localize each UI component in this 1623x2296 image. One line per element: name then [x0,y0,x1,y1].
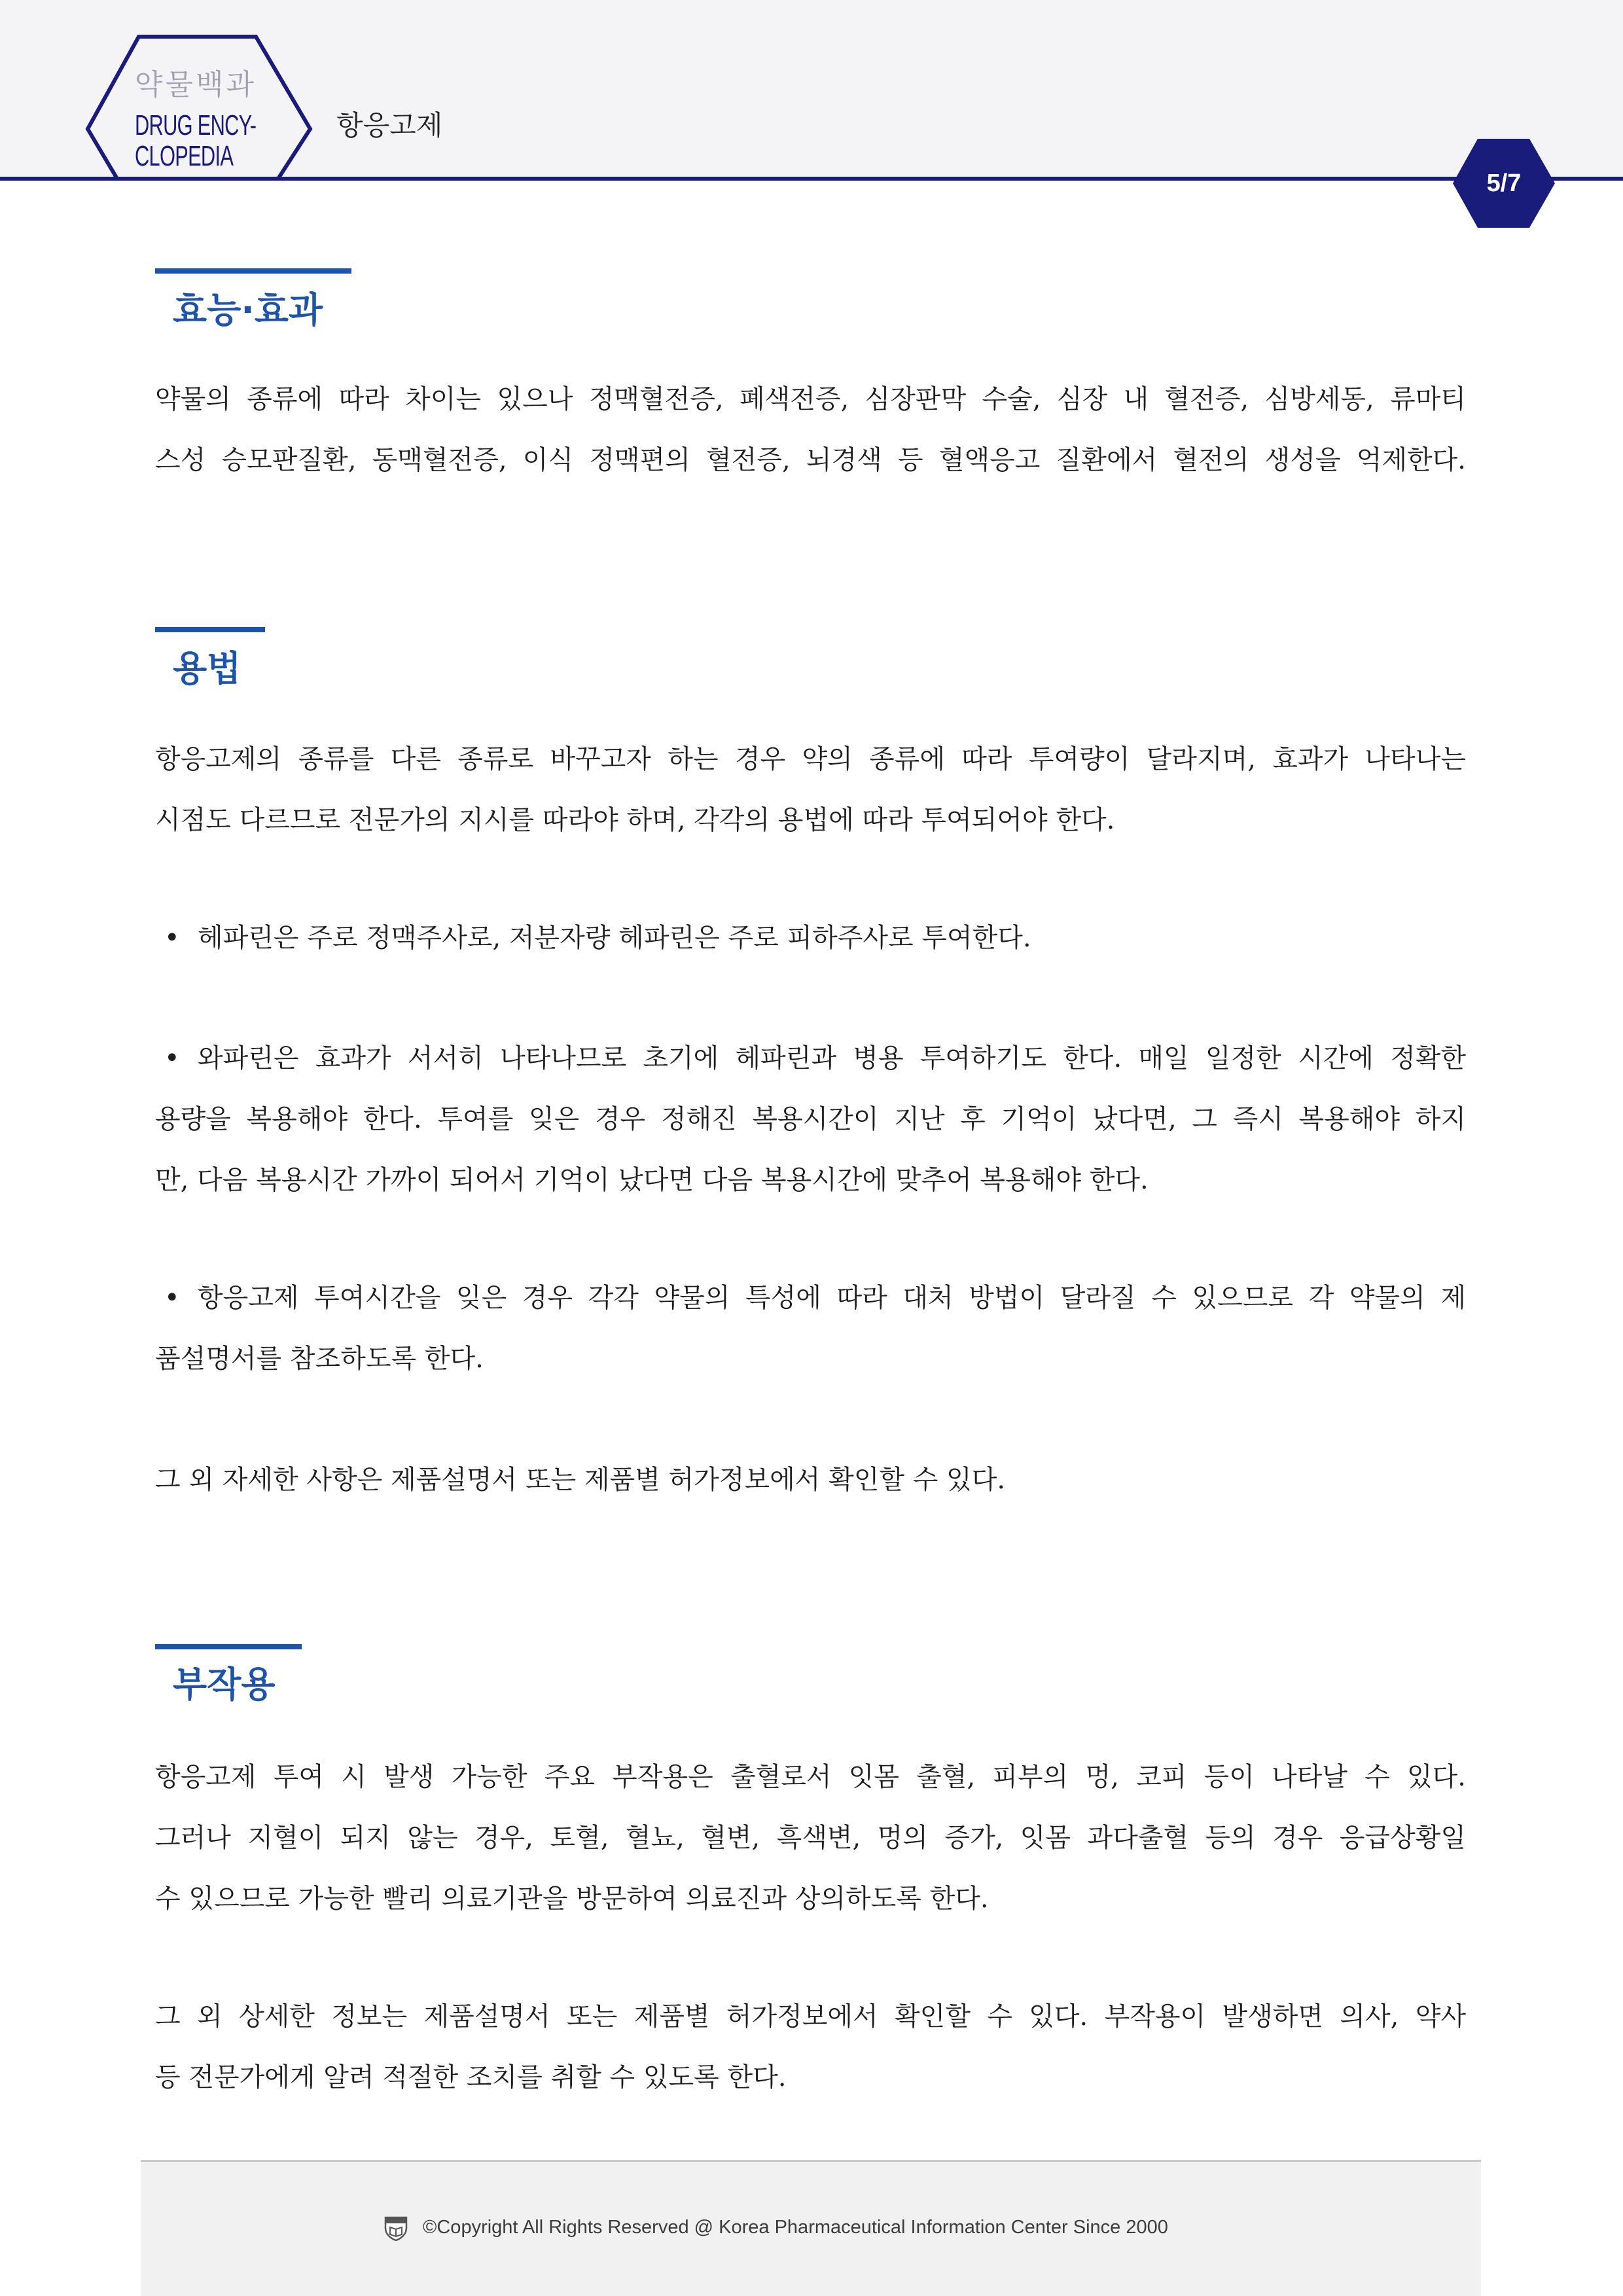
text-line: 품설명서를 참조하도록 한다. [155,1344,484,1374]
section-heading-dosage: 용법 [173,648,241,689]
text-line: 그 외 상세한 정보는 제품설명서 또는 제품별 허가정보에서 확인할 수 있다. 부작용이 발생하면 의사, 약사 [155,2001,1466,2032]
paragraph [155,729,1466,851]
bullet-text: 헤파린은 주로 정맥주사로, 저분자량 헤파린은 주로 피하주사로 투여한다. [198,923,1031,953]
text-line: 약물의 종류에 따라 차이는 있으나 정맥혈전증, 폐색전증, 심장판막 수술, 심장 내 혈전증, 심방세동, 류마티 [155,384,1466,414]
text-line: 항응고제 투여 시 발생 가능한 주요 부작용은 출혈로서 잇몸 출혈, 피부의 멍, 코피 등이 나타날 수 있다. [155,1762,1466,1792]
bullet-icon: • [164,1043,180,1073]
section-heading-efficacy: 효능·효과 [173,289,323,331]
section-divider [155,627,265,632]
text-line: 그러나 지혈이 되지 않는 경우, 토혈, 혈뇨, 혈변, 흑색변, 멍의 증가, 잇몸 과다출혈 등의 경우 응급상황일 [155,1823,1466,1853]
bullet-icon: • [164,1283,180,1313]
page-number: 5/7 [1486,170,1522,197]
text-line: 항응고제의 종류를 다른 종류로 바꾸고자 하는 경우 약의 종류에 따라 투여량이 달라지며, 효과가 나타나는 [155,744,1466,774]
bullet-text: 와파린은 효과가 서서히 나타나므로 초기에 헤파린과 병용 투여하기도 한다. 매일 일정한 시간에 정확한 [198,1043,1466,1073]
text-line: 스성 승모판질환, 동맥혈전증, 이식 정맥편의 혈전증, 뇌경색 등 혈액응고 질환에서 혈전의 생성을 억제한다. [155,445,1466,475]
logo-korean-text: 약물백과 [135,68,257,101]
text-line: 수 있으므로 가능한 빨리 의료기관을 방문하여 의료진과 상의하도록 한다. [155,1884,989,1914]
text-line: 등 전문가에게 알려 적절한 조치를 취할 수 있도록 한다. [155,2062,787,2092]
text-line: 그 외 자세한 사항은 제품설명서 또는 제품별 허가정보에서 확인할 수 있다. [155,1465,1006,1495]
text-line [155,908,1466,969]
emblem-icon [383,2215,408,2241]
paragraph [155,369,1466,491]
bullet-text: 항응고제 투여시간을 잊은 경우 각각 약물의 특성에 따라 대처 방법이 달라질 수 있으므로 각 약물의 제 [198,1283,1466,1313]
section-divider [155,1644,302,1649]
copyright-text: ©Copyright All Rights Reserved @ Korea Pharmaceutical Information Center Since 2000 [423,2217,1168,2238]
bullet-item [155,1268,1466,1390]
paragraph [155,1450,1466,1511]
text-line: 시점도 다르므로 전문가의 지시를 따라야 하며, 각각의 용법에 따라 투여되어야 한다. [155,805,1115,835]
text-line [155,1268,1466,1329]
text-line: 만, 다음 복용시간 가까이 되어서 기억이 났다면 다음 복용시간에 맞추어 복용해야 한다. [155,1165,1149,1195]
paragraph [155,1747,1466,1929]
logo-text-line2: CLOPEDIA [135,140,234,172]
section-divider [155,268,351,274]
document-title: 항응고제 [336,109,443,141]
bullet-item [155,1028,1466,1211]
text-line: 용량을 복용해야 한다. 투여를 잊은 경우 정해진 복용시간이 지난 후 기억이 났다면, 그 즉시 복용해야 하지 [155,1104,1467,1134]
bullet-item [155,908,1466,969]
paragraph [155,1986,1466,2108]
section-heading-side-effects: 부작용 [173,1664,276,1705]
text-line [155,1028,1466,1089]
bullet-icon: • [164,923,180,953]
logo-text-line1: DRUG ENCY- [135,109,257,141]
